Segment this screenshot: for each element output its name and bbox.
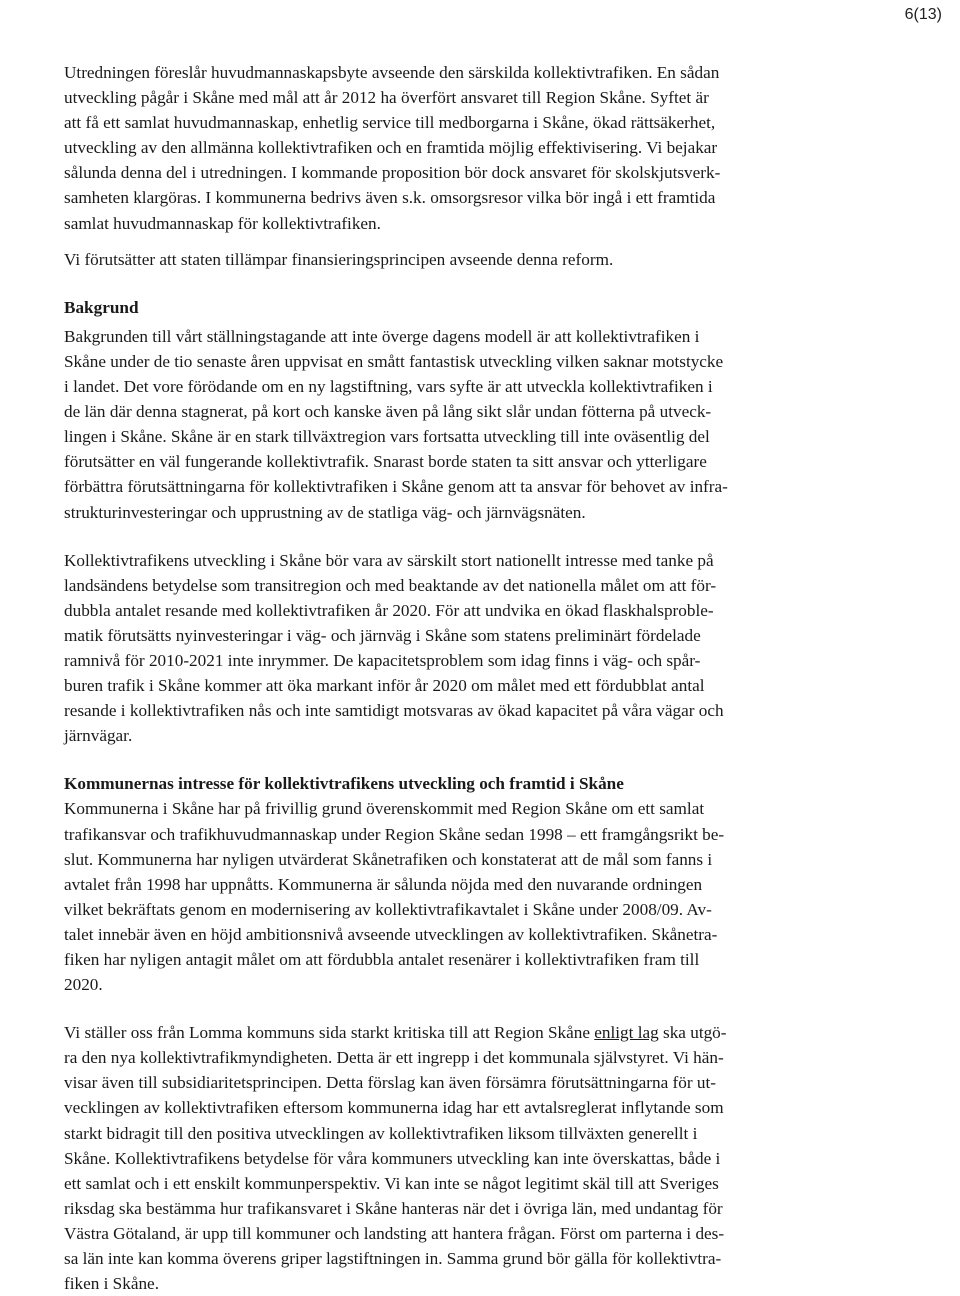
text-line: sålunda denna del i utredningen. I kommande proposition bör dock ansvaret för skolskjutsverk-: [64, 163, 721, 183]
page-number: 6(13): [904, 6, 942, 23]
text-line: avtalet från 1998 har uppnåtts. Kommunerna är sålunda nöjda med den nuvarande ordningen: [64, 874, 703, 894]
text-line: samheten klargöras. I kommunerna bedrivs även s.k. omsorgsresor vilka bör ingå i ett framtida: [64, 188, 716, 208]
text-line: Bakgrunden till vårt ställningstagande att inte överge dagens modell är att kollektivtrafiken i: [64, 326, 700, 346]
paragraph-huvudmannaskap: [64, 60, 864, 236]
text-line: [64, 1020, 864, 1045]
text-line: fiken i Skåne.: [64, 1274, 159, 1294]
text-line: vilket bekräftats genom en modernisering av kollektivtrafikavtalet i Skåne under 2008/09. Av-: [64, 899, 712, 919]
section-heading-kommunernas-intresse: Kommunernas intresse för kollektivtrafikens utveckling och framtid i Skåne: [64, 774, 624, 794]
underlined-phrase: enligt lag: [594, 1023, 659, 1043]
text-line: Kollektivtrafikens utveckling i Skåne bör vara av särskilt stort nationellt intresse med tanke på: [64, 550, 714, 570]
text-line: järnvägar.: [64, 726, 133, 746]
text-line: Kommunerna i Skåne har på frivillig grund överenskommit med Region Skåne om ett samlat: [64, 799, 705, 819]
text-line: riksdag ska bestämma hur trafikansvaret i Skåne hanteras när det i övriga län, med undantag för: [64, 1198, 723, 1218]
text-segment: Vi ställer oss från Lomma kommuns sida starkt kritiska till att Region Skåne: [64, 1023, 595, 1043]
text-line: sa län inte kan komma överens griper lagstiftningen in. Samma grund bör gälla för kollektivtra-: [64, 1249, 722, 1269]
text-line: Skåne. Kollektivtrafikens betydelse för våra kommuners utveckling kan inte överskattas, både i: [64, 1148, 721, 1168]
text-line: strukturinvesteringar och upprustning av de statliga väg- och järnvägsnäten.: [64, 502, 586, 522]
paragraph-lomma-kritik: [64, 1020, 864, 1296]
text-line: Västra Götaland, är upp till kommuner och landsting att hantera frågan. Först om parterna i des-: [64, 1223, 725, 1243]
text-line: talet innebär även en höjd ambitionsnivå avseende utvecklingen av kollektivtrafiken. Skånetra-: [64, 924, 718, 944]
text-line: förutsätter en väl fungerande kollektivtrafik. Snarast borde staten ta sitt ansvar och ytterligare: [64, 452, 707, 472]
text-line: trafikansvar och trafikhuvudmannaskap under Region Skåne sedan 1998 – ett framgångsrikt be-: [64, 824, 725, 844]
paragraph-finansieringsprincipen: [64, 247, 864, 272]
text-line: matik förutsätts nyinvesteringar i väg- och järnväg i Skåne som statens preliminärt fördelade: [64, 625, 701, 645]
text-line: lingen i Skåne. Skåne är en stark tillväxtregion vars fortsatta utveckling till inte oväsentlig del: [64, 427, 710, 447]
text-line: att få ett samlat huvudmannaskap, enhetlig service till medborgarna i Skåne, ökad rättsäkerhet,: [64, 113, 716, 133]
text-segment: ska utgö-: [658, 1023, 727, 1043]
paragraph-bakgrund: [64, 324, 864, 525]
text-line: ett samlat och i ett enskilt kommunperspektiv. Vi kan inte se något legitimt skäl till att Sveriges: [64, 1173, 719, 1193]
text-line: utveckling pågår i Skåne med mål att år 2012 ha överfört ansvaret till Region Skåne. Syftet är: [64, 88, 709, 108]
text-line: i landet. Det vore förödande om en ny lagstiftning, vars syfte är att utveckla kollektivtrafiken i: [64, 377, 713, 397]
text-line: utveckling av den allmänna kollektivtrafiken och en framtida möjlig effektivisering. Vi bejakar: [64, 138, 718, 158]
text-line: dubbla antalet resande med kollektivtrafiken år 2020. För att undvika en ökad flaskhalsproble-: [64, 600, 714, 620]
text-line: vecklingen av kollektivtrafiken eftersom kommunerna idag har ett avtalsreglerat inflytande som: [64, 1098, 724, 1118]
text-line: Skåne under de tio senaste åren uppvisat en smått fantastisk utveckling vilken saknar motstycke: [64, 351, 724, 371]
text-line: 2020.: [64, 975, 103, 995]
text-line: buren trafik i Skåne kommer att öka markant inför år 2020 om målet med ett fördubblat antal: [64, 676, 705, 696]
text-line: ra den nya kollektivtrafikmyndigheten. Detta är ett ingrepp i det kommunala självstyret. Vi hän-: [64, 1048, 724, 1068]
document-body: [64, 60, 864, 1296]
text-line: landsändens betydelse som transitregion och med beaktande av det nationella målet om att för-: [64, 575, 717, 595]
text-line: ramnivå för 2010-2021 inte inrymmer. De kapacitetsproblem som idag finns i väg- och spår-: [64, 650, 701, 670]
text-line: visar även till subsidiaritetsprincipen. Detta förslag kan även försämra förutsättningarna för ut-: [64, 1073, 716, 1093]
paragraph-nationellt-intresse: [64, 548, 864, 749]
text-line: de län där denna stagnerat, på kort och kanske även på lång sikt slår undan fötterna på utveck-: [64, 402, 712, 422]
paragraph-kommunernas-intresse: [64, 796, 864, 997]
text-line: förbättra förutsättningarna för kollektivtrafiken i Skåne genom att ta ansvar för behovet av infra-: [64, 477, 728, 497]
text-line: fiken har nyligen antagit målet om att fördubbla antalet resenärer i kollektivtrafiken fram till: [64, 950, 700, 969]
text-line: slut. Kommunerna har nyligen utvärderat Skånetrafiken och konstaterat att de mål som fanns i: [64, 849, 713, 869]
text-line: starkt bidragit till den positiva utvecklingen av kollektivtrafiken liksom tillväxten generellt i: [64, 1123, 698, 1143]
text-line: resande i kollektivtrafiken nås och inte samtidigt motsvaras av ökad kapacitet på våra vägar och: [64, 701, 724, 721]
section-heading-bakgrund: Bakgrund: [64, 297, 139, 317]
text-line: samlat huvudmannaskap för kollektivtrafiken.: [64, 213, 381, 233]
text-line: Utredningen föreslår huvudmannaskapsbyte avseende den särskilda kollektivtrafiken. En sådan: [64, 63, 720, 82]
text-line: Vi förutsätter att staten tillämpar finansieringsprincipen avseende denna reform.: [64, 249, 614, 269]
